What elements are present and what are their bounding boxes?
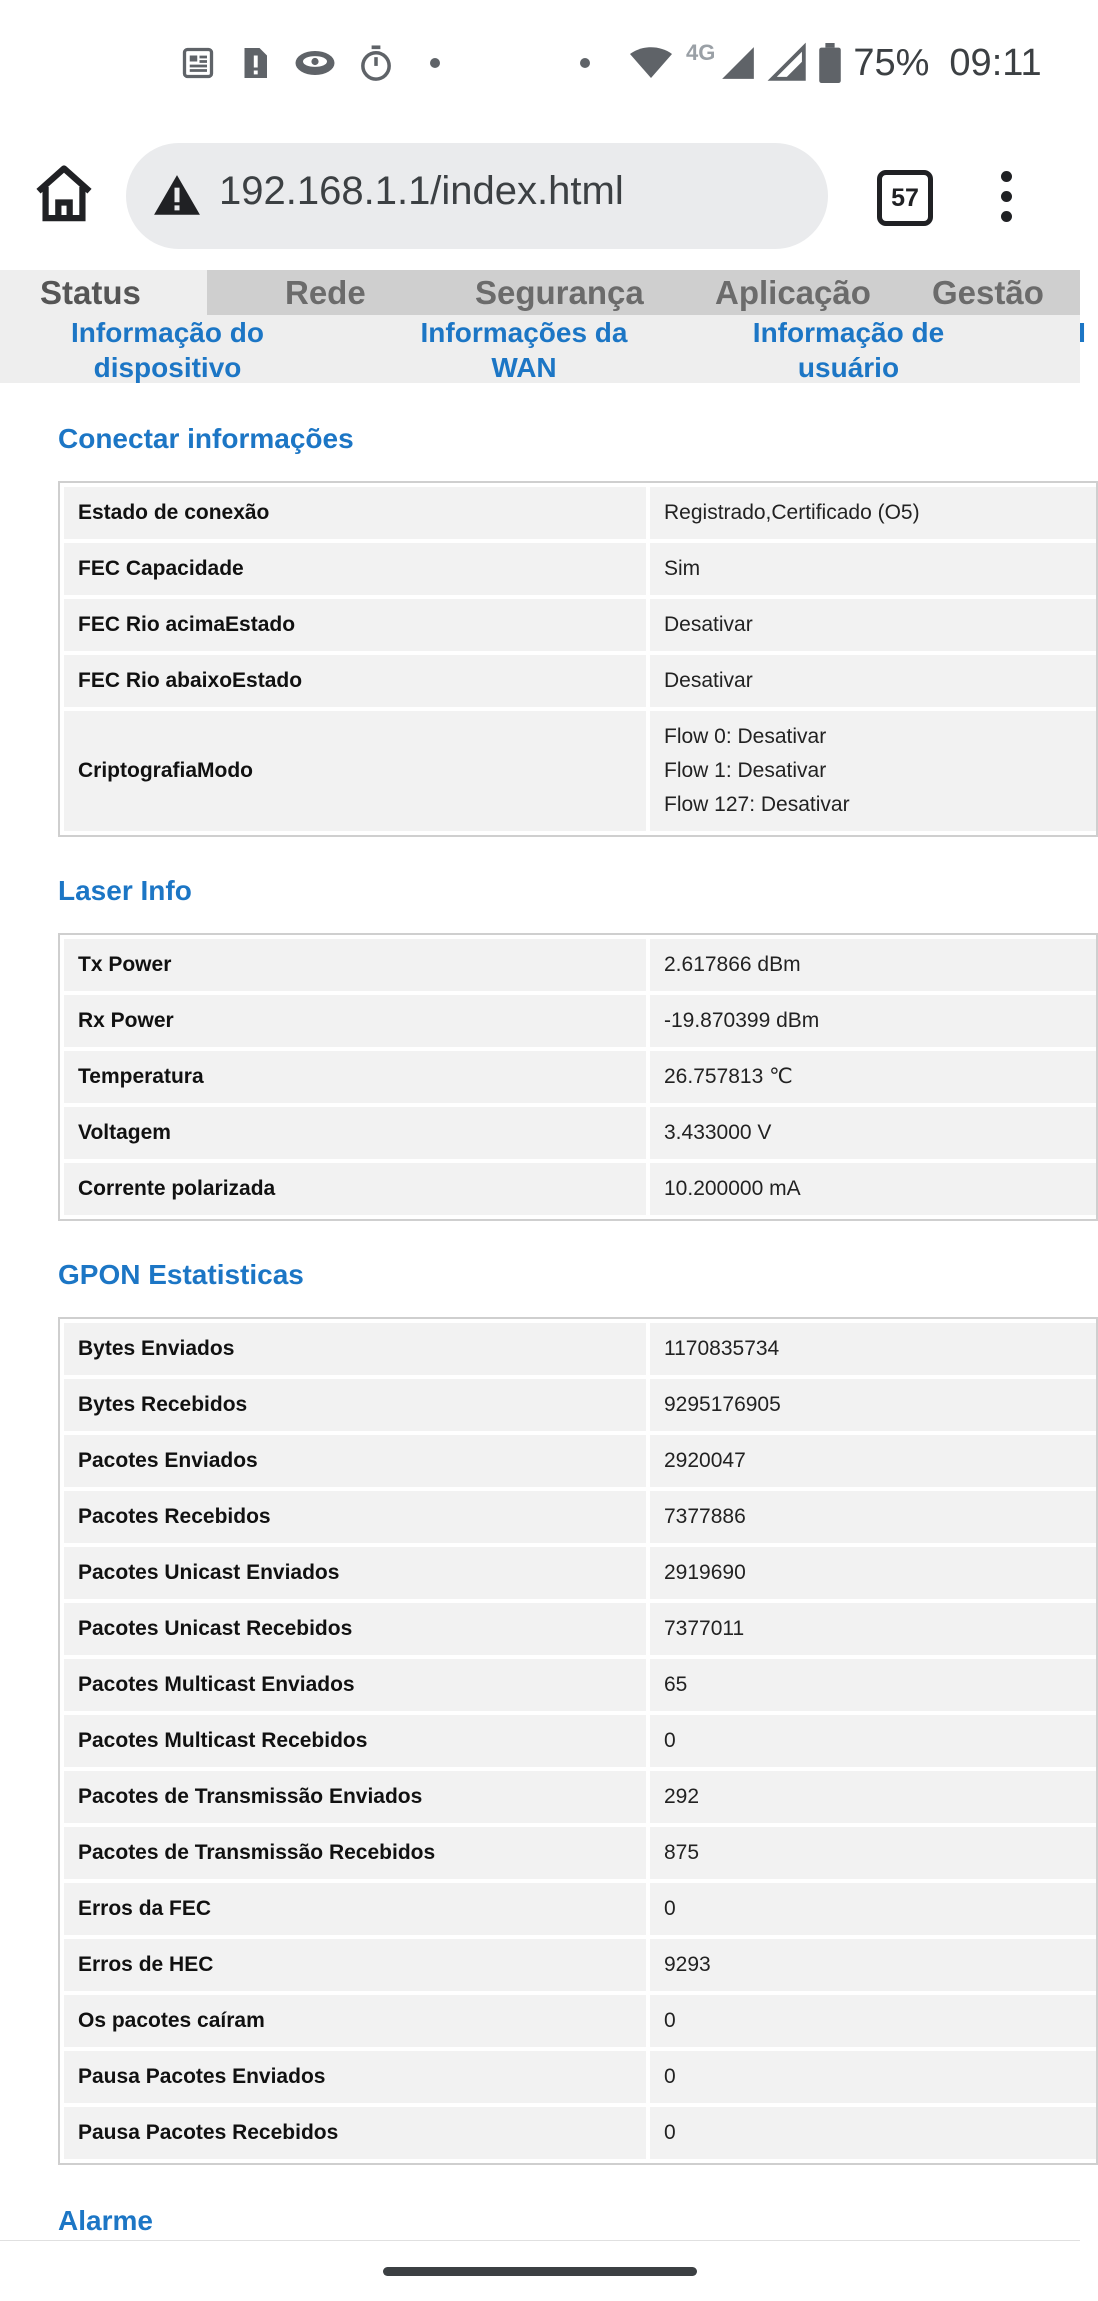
value-text: 26.757813 ℃ [664, 1065, 793, 1088]
system-icons [580, 38, 1042, 88]
row-label: Temperatura [64, 1051, 646, 1103]
tab-aplicacao[interactable]: Aplicação [715, 274, 871, 311]
value-text: Registrado,Certificado (O5) [664, 501, 920, 524]
row-label: Corrente polarizada [64, 1163, 646, 1215]
signal-icon [719, 44, 757, 82]
row-value [650, 1883, 1096, 1935]
navigation-bar [0, 2240, 1080, 2301]
row-value [650, 939, 1096, 991]
table-row [64, 1547, 1096, 1599]
table-row [64, 1163, 1096, 1215]
subtab-wan-info[interactable] [408, 315, 640, 385]
row-label: FEC Capacidade [64, 543, 646, 595]
table-row [64, 1659, 1096, 1711]
tab-gestao[interactable]: Gestão [932, 274, 1044, 311]
table-row [64, 1491, 1096, 1543]
row-value [650, 1659, 1096, 1711]
subtab-line: Informação do [71, 317, 264, 348]
subtab-line: Informações da [420, 317, 628, 348]
row-label: Rx Power [64, 995, 646, 1047]
row-value [650, 1603, 1096, 1655]
value-text: 2.617866 dBm [664, 953, 801, 976]
value-text: Sim [664, 557, 701, 580]
value-text: Desativar [664, 669, 753, 692]
row-value [650, 1107, 1096, 1159]
value-text: 65 [664, 1673, 688, 1696]
row-label: Pacotes Multicast Enviados [64, 1659, 646, 1711]
tab-seguranca[interactable]: Segurança [475, 274, 644, 311]
table-row [64, 655, 1096, 707]
tab-status[interactable]: Status [0, 270, 207, 315]
address-bar[interactable] [126, 143, 828, 249]
sub-nav [0, 315, 1086, 383]
value-text: 875 [664, 1841, 700, 1864]
table-row [64, 487, 1096, 539]
url-text[interactable]: 192.168.1.1/index.html [219, 169, 624, 213]
gpon-table [58, 1317, 1098, 2165]
eye-icon [294, 48, 336, 78]
table-row [64, 995, 1096, 1047]
table-row [64, 1435, 1096, 1487]
table-row [64, 1379, 1096, 1431]
network-type: 4G [686, 40, 716, 65]
row-label: Os pacotes caíram [64, 1995, 646, 2047]
table-row [64, 2051, 1096, 2103]
subtab-user-info[interactable] [741, 315, 956, 385]
row-label: Pacotes Enviados [64, 1435, 646, 1487]
row-label: Pacotes Unicast Recebidos [64, 1603, 646, 1655]
browser-toolbar [0, 125, 1080, 270]
row-value [650, 1491, 1096, 1543]
battery-percent: 75% [853, 41, 930, 84]
row-value [650, 543, 1096, 595]
page-content [0, 383, 1080, 2240]
row-label: Erros da FEC [64, 1883, 646, 1935]
table-row [64, 543, 1096, 595]
value-text: 2920047 [664, 1449, 746, 1472]
row-label: Pacotes Unicast Enviados [64, 1547, 646, 1599]
table-row [64, 1939, 1096, 1991]
row-label: FEC Rio abaixoEstado [64, 655, 646, 707]
tab-rede[interactable]: Rede [285, 274, 366, 311]
timer-icon [358, 44, 394, 82]
table-row [64, 711, 1096, 831]
more-options-icon[interactable] [996, 171, 1016, 221]
row-value [650, 1379, 1096, 1431]
news-icon [180, 45, 216, 81]
subtab-line: WAN [491, 352, 557, 383]
row-value [650, 2051, 1096, 2103]
row-value [650, 1827, 1096, 1879]
table-row [64, 939, 1096, 991]
row-value [650, 1163, 1096, 1215]
value-text: 0 [664, 2065, 676, 2088]
row-value [650, 995, 1096, 1047]
table-row [64, 599, 1096, 651]
clock: 09:11 [949, 41, 1042, 84]
row-value [650, 1051, 1096, 1103]
value-text: Flow 1: Desativar [664, 759, 827, 782]
value-text: 0 [664, 2009, 676, 2032]
row-label: Bytes Recebidos [64, 1379, 646, 1431]
row-label: Pacotes Recebidos [64, 1491, 646, 1543]
home-button[interactable] [30, 160, 98, 228]
value-text: 7377011 [664, 1617, 745, 1640]
row-value [650, 1435, 1096, 1487]
row-value [650, 1771, 1096, 1823]
row-label: Erros de HEC [64, 1939, 646, 1991]
section-title-laser: Laser Info [58, 875, 192, 906]
value-text: 292 [664, 1785, 700, 1808]
value-text: Flow 127: Desativar [664, 793, 850, 816]
section-title-alarm: Alarme [58, 2205, 153, 2236]
value-text: 0 [664, 1897, 676, 1920]
table-row [64, 2107, 1096, 2159]
warning-icon[interactable] [152, 171, 202, 221]
row-value [650, 1715, 1096, 1767]
value-text: 1170835734 [664, 1337, 780, 1360]
row-label: Pacotes de Transmissão Enviados [64, 1771, 646, 1823]
value-text: 7377886 [664, 1505, 746, 1528]
value-text: 9295176905 [664, 1393, 781, 1416]
row-value [650, 1323, 1096, 1375]
value-text: 2919690 [664, 1561, 746, 1584]
indicator-dot [580, 58, 590, 68]
home-icon [30, 160, 98, 228]
notification-dot [430, 58, 440, 68]
subtab-more[interactable] [1072, 315, 1092, 350]
section-title-gpon: GPON Estatisticas [58, 1259, 304, 1290]
wifi-icon [628, 45, 674, 81]
row-label: Tx Power [64, 939, 646, 991]
table-row [64, 1827, 1096, 1879]
table-row [64, 1995, 1096, 2047]
row-value [650, 711, 1096, 831]
value-text: 0 [664, 2121, 676, 2144]
subtab-line: Informação de [752, 317, 945, 348]
row-value [650, 1547, 1096, 1599]
main-nav [0, 270, 1080, 315]
row-label: Bytes Enviados [64, 1323, 646, 1375]
row-value [650, 599, 1096, 651]
subtab-line: dispositivo [93, 352, 242, 383]
value-text: Desativar [664, 613, 753, 636]
row-label: Pacotes de Transmissão Recebidos [64, 1827, 646, 1879]
table-row [64, 1603, 1096, 1655]
section-title-connect: Conectar informações [58, 423, 354, 454]
row-label: Estado de conexão [64, 487, 646, 539]
row-value [650, 2107, 1096, 2159]
row-label: Pausa Pacotes Recebidos [64, 2107, 646, 2159]
home-gesture-handle[interactable] [383, 2267, 697, 2276]
row-value [650, 1939, 1096, 1991]
table-row [64, 1771, 1096, 1823]
value-text: 10.200000 mA [664, 1177, 801, 1200]
value-text: -19.870399 dBm [664, 1009, 820, 1032]
table-row [64, 1715, 1096, 1767]
table-row [64, 1107, 1096, 1159]
signal-icon [769, 44, 807, 82]
row-label: Pacotes Multicast Recebidos [64, 1715, 646, 1767]
row-label: FEC Rio acimaEstado [64, 599, 646, 651]
alert-icon [238, 45, 272, 81]
notification-icons [180, 38, 440, 88]
table-row [64, 1323, 1096, 1375]
tab-switcher-button[interactable]: 57 [877, 170, 933, 226]
row-label: Pausa Pacotes Enviados [64, 2051, 646, 2103]
row-value [650, 655, 1096, 707]
table-row [64, 1883, 1096, 1935]
connect-table [58, 481, 1098, 837]
value-text: 0 [664, 1729, 676, 1752]
row-value [650, 1995, 1096, 2047]
status-bar [0, 0, 1080, 125]
row-value [650, 487, 1096, 539]
value-text: 3.433000 V [664, 1121, 772, 1144]
value-text: 9293 [664, 1953, 711, 1976]
value-text: Flow 0: Desativar [664, 725, 827, 748]
laser-table [58, 933, 1098, 1221]
subtab-line: I [1078, 317, 1086, 348]
table-row [64, 1051, 1096, 1103]
row-label: Voltagem [64, 1107, 646, 1159]
row-label: CriptografiaModo [64, 711, 646, 831]
battery-icon [819, 43, 841, 83]
subtab-line: usuário [797, 352, 900, 383]
subtab-device-info[interactable] [60, 315, 275, 385]
